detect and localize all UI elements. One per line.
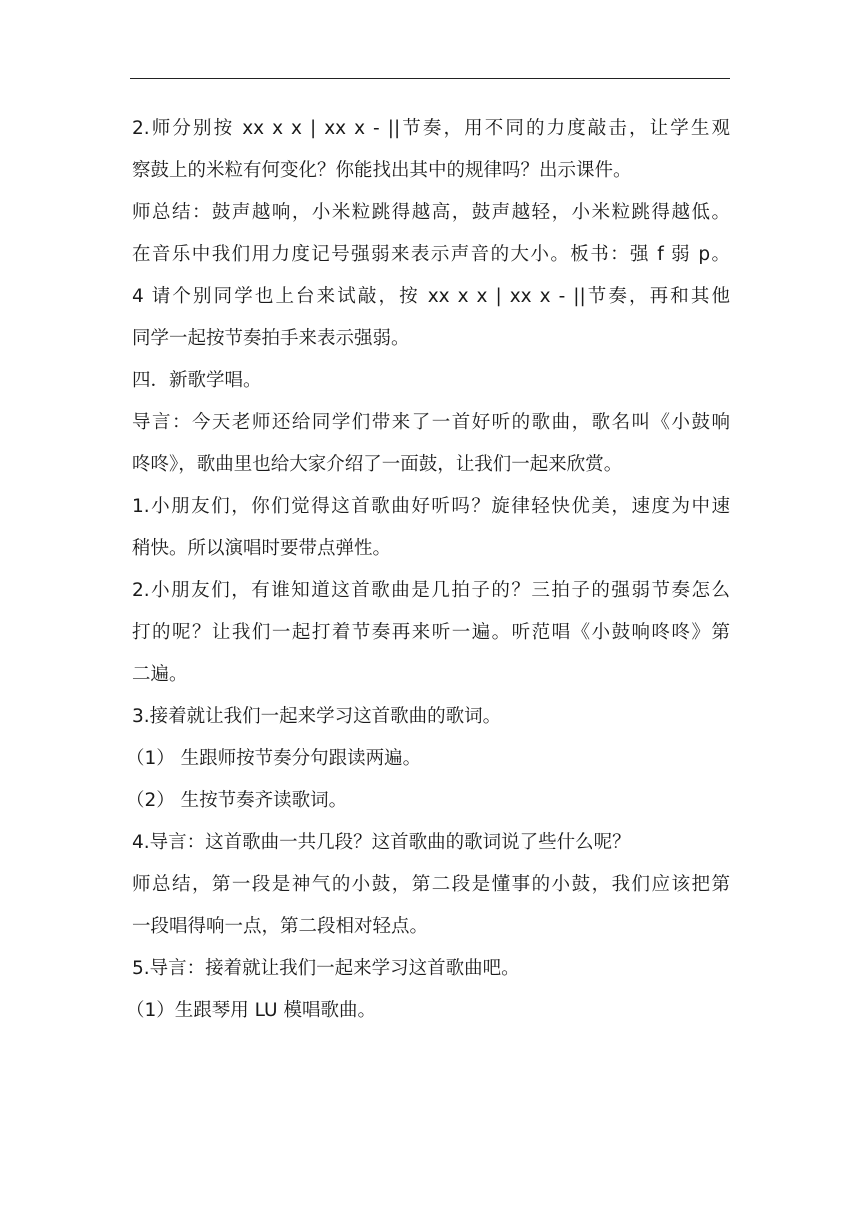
text-line: 2.师分别按 xx x x | xx x - ||节奏，用不同的力度敲击，让学生观 bbox=[132, 118, 730, 139]
text-line: 稍快。所以演唱时要带点弹性。 bbox=[132, 538, 392, 559]
list-item: （1）生跟琴用 LU 模唱歌曲。 bbox=[126, 1000, 376, 1021]
list-item: （1） 生跟师按节奏分句跟读两遍。 bbox=[126, 748, 422, 769]
text-line: 师总结，第一段是神气的小鼓，第二段是懂事的小鼓，我们应该把第 bbox=[132, 874, 730, 895]
text-line: 打的呢？让我们一起打着节奏再来听一遍。听范唱《小鼓响咚咚》第 bbox=[132, 622, 730, 643]
header-rule bbox=[130, 78, 730, 79]
text-line: 咚咚》，歌曲里也给大家介绍了一面鼓，让我们一起来欣赏。 bbox=[132, 454, 623, 475]
text-line: 同学一起按节奏拍手来表示强弱。 bbox=[132, 328, 410, 349]
document-body bbox=[126, 108, 730, 1032]
text-line: 4.导言：这首歌曲一共几段？这首歌曲的歌词说了些什么呢？ bbox=[132, 832, 631, 853]
text-line: 在音乐中我们用力度记号强弱来表示声音的大小。板书：强 f 弱 p。 bbox=[132, 244, 730, 265]
text-line: 师总结：鼓声越响，小米粒跳得越高，鼓声越轻，小米粒跳得越低。 bbox=[132, 202, 730, 223]
text-line: 1.小朋友们，你们觉得这首歌曲好听吗？旋律轻快优美，速度为中速 bbox=[132, 496, 730, 517]
list-item: （2） 生按节奏齐读歌词。 bbox=[126, 790, 348, 811]
text-line: 导言：今天老师还给同学们带来了一首好听的歌曲，歌名叫《小鼓响 bbox=[132, 412, 730, 433]
text-line: 4 请个别同学也上台来试敲，按 xx x x | xx x - ||节奏，再和其他 bbox=[132, 286, 730, 307]
text-line: 3.接着就让我们一起来学习这首歌曲的歌词。 bbox=[132, 706, 502, 727]
section-heading: 四．新歌学唱。 bbox=[132, 370, 262, 391]
text-line: 2.小朋友们，有谁知道这首歌曲是几拍子的？三拍子的强弱节奏怎么 bbox=[132, 580, 730, 601]
text-line: 二遍。 bbox=[132, 664, 188, 685]
text-line: 一段唱得响一点，第二段相对轻点。 bbox=[132, 916, 429, 937]
text-line: 察鼓上的米粒有何变化？你能找出其中的规律吗？出示课件。 bbox=[132, 160, 632, 181]
text-line: 5.导言：接着就让我们一起来学习这首歌曲吧。 bbox=[132, 958, 520, 979]
